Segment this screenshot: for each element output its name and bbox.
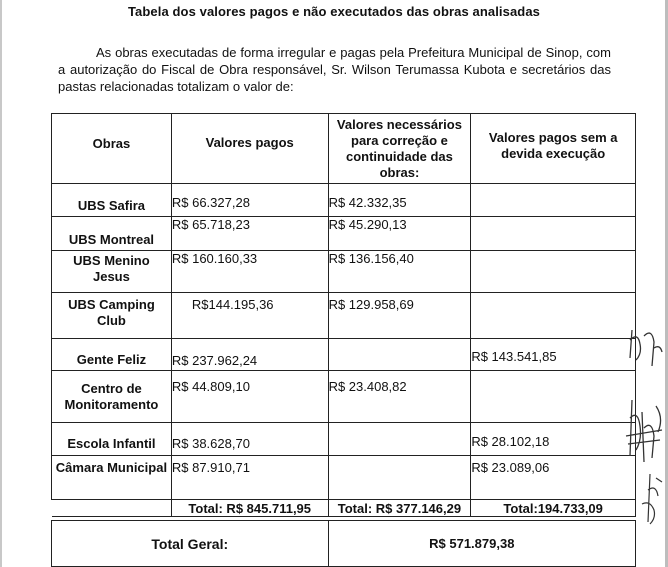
valor-sem-execucao — [471, 251, 636, 293]
obra-name: Câmara Municipal — [52, 456, 172, 500]
valor-pago: R$ 38.628,70 — [171, 423, 328, 456]
intro-paragraph — [58, 44, 611, 95]
valor-sem-execucao — [471, 293, 636, 339]
valor-pago: R$ 65.718,23 — [171, 217, 328, 251]
document-title: Tabela dos valores pagos e não executados das obras analisadas — [127, 4, 540, 19]
valor-pago: R$144.195,36 — [171, 293, 328, 339]
table-row — [52, 456, 636, 500]
table-row — [52, 423, 636, 456]
obra-name: UBS Montreal — [52, 217, 172, 251]
valor-pago: R$ 160.160,33 — [171, 251, 328, 293]
table-row — [52, 184, 636, 217]
obra-name: UBS Menino Jesus — [52, 251, 172, 293]
header-obras: Obras — [52, 114, 172, 184]
total-geral-row — [52, 521, 636, 567]
obra-name: Gente Feliz — [52, 339, 172, 371]
obra-name: UBS Camping Club — [52, 293, 172, 339]
valor-sem-execucao: R$ 23.089,06 — [471, 456, 636, 500]
obra-name: UBS Safira — [52, 184, 172, 217]
valor-sem-execucao — [471, 217, 636, 251]
table-row — [52, 293, 636, 339]
valor-pago: R$ 44.809,10 — [171, 371, 328, 423]
handwritten-mark-bottom — [632, 470, 666, 530]
valor-necessario — [328, 423, 471, 456]
total-necessario: Total: R$ 377.146,29 — [328, 500, 471, 517]
valor-necessario: R$ 45.290,13 — [328, 217, 471, 251]
handwritten-initials-top — [624, 318, 666, 378]
header-valores-necessarios: Valores necessários para correção e continuidade das obras: — [328, 114, 471, 184]
valor-pago: R$ 66.327,28 — [171, 184, 328, 217]
totals-empty-cell — [52, 500, 172, 517]
handwritten-signature-middle — [618, 392, 666, 470]
table-header-row — [52, 114, 636, 184]
valor-sem-execucao — [471, 371, 636, 423]
obra-name: Escola Infantil — [52, 423, 172, 456]
valor-necessario: R$ 23.408,82 — [328, 371, 471, 423]
valor-pago: R$ 87.910,71 — [171, 456, 328, 500]
valor-necessario: R$ 42.332,35 — [328, 184, 471, 217]
valor-necessario: R$ 129.958,69 — [328, 293, 471, 339]
valor-sem-execucao — [471, 184, 636, 217]
total-pago: Total: R$ 845.711,95 — [171, 500, 328, 517]
header-valores-sem-execucao: Valores pagos sem a devida execução — [471, 114, 636, 184]
totals-row — [52, 500, 636, 517]
obra-name: Centro de Monitoramento — [52, 371, 172, 423]
valor-sem-execucao: R$ 143.541,85 — [471, 339, 636, 371]
total-geral-label: Total Geral: — [52, 521, 329, 567]
valor-necessario — [328, 339, 471, 371]
total-sem-execucao: Total:194.733,09 — [471, 500, 636, 517]
header-valores-pagos: Valores pagos — [171, 114, 328, 184]
table-row — [52, 339, 636, 371]
intro-paragraph-text: As obras executadas de forma irregular e pagas pela Prefeitura Municipal de Sinop, com a autorização do Fiscal de Obra responsável, Sr. Wilson Terumassa Kubota e secretários das pastas relacionadas totalizam o valor de: — [58, 45, 611, 94]
obras-table — [51, 113, 636, 567]
valor-sem-execucao: R$ 28.102,18 — [471, 423, 636, 456]
valor-necessario — [328, 456, 471, 500]
table-row — [52, 371, 636, 423]
valor-necessario: R$ 136.156,40 — [328, 251, 471, 293]
page-edge-left — [0, 0, 2, 567]
table-row — [52, 217, 636, 251]
table-row — [52, 251, 636, 293]
valor-pago: R$ 237.962,24 — [171, 339, 328, 371]
total-geral-value: R$ 571.879,38 — [328, 521, 635, 567]
